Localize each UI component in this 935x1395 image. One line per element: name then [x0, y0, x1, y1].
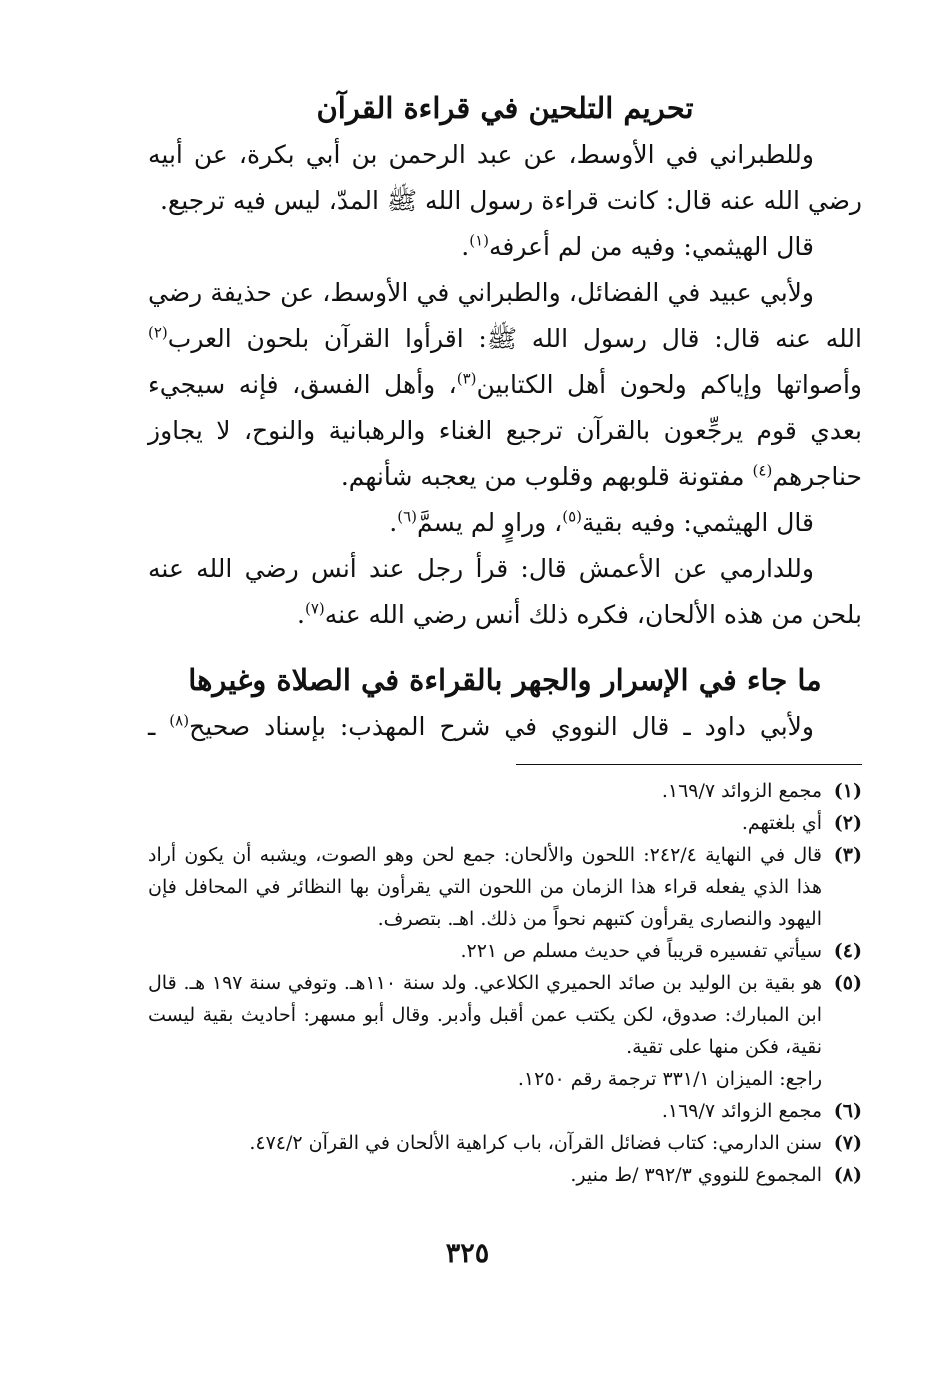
footnote-ref-1[interactable]: (١) [469, 231, 489, 250]
footnote-ref-2[interactable]: (٢) [148, 323, 168, 342]
footnote-1: (١) مجمع الزوائد ١٦٩/٧. [661, 780, 862, 802]
paragraph-darimi: وللدارمي عن الأعمش قال: قرأ رجل عند أنس رضي الله عنه بلحن من هذه الألحان، فكره ذلك أنس رضي الله عنه$^{(٧)}$. [148, 554, 862, 629]
paragraph-abu-dawud: ولأبي داود ـ قال النووي في شرح المهذب: بإسناد صحيح$^{(٨)}$ ـ [148, 711, 814, 741]
paragraph-abu-ubaid: ولأبي عبيد في الفضائل، والطبراني في الأوسط، عن حذيفة رضي الله عنه قال: قال رسول الله ﷺ: اقرأوا القرآن بلحون العرب$^{(٢)}$ وأصواتها وإياكم ولحون أهل الكتابين$^{(٣)}$، وأهل الفسق، فإنه سيجيء بعدي قوم يرجِّعون بالقرآن ترجيع الغناء والرهبانية والنوح، لا يجاوز حناجرهم$^{(٤)}$ مفتونة قلوبهم وقلوب من يعجبه شأنهم. [148, 278, 862, 491]
section-title-israr: ما جاء في الإسرار والجهر بالقراءة في الصلاة وغيرها [188, 663, 822, 697]
footnote-ref-3[interactable]: (٣) [456, 369, 477, 388]
paragraph-haythami-1: قال الهيثمي: وفيه من لم أعرفه$^{(١)}$. [461, 231, 814, 261]
footnote-6: (٦) مجمع الزوائد ١٦٩/٧. [661, 1100, 862, 1122]
footnote-3: (٣) قال في النهاية ٢٤٢/٤: اللحون والألحان: جمع لحن وهو الصوت، ويشبه أن يكون أراد هذا الذي يفعله قراء هذا الزمان من اللحون التي يقرأون بها النظائر في المحافل فإن اليهود والنصارى يقرأون كتبهم نحواً من ذلك. اهـ. بتصرف. [148, 844, 862, 930]
footnote-ref-6[interactable]: (٦) [397, 507, 417, 526]
footnote-divider [516, 764, 862, 765]
footnote-4: (٤) سيأتي تفسيره قريباً في حديث مسلم ص ٢٢١. [460, 940, 862, 962]
section-title-tahreem: تحريم التلحين في قراءة القرآن [316, 91, 694, 125]
footnote-ref-4[interactable]: (٤) [752, 461, 773, 480]
footnotes [148, 775, 862, 1191]
footnote-ref-7[interactable]: (٧) [304, 599, 325, 618]
footnote-5: (٥) هو بقية بن الوليد بن صائد الحميري الكلاعي. ولد سنة ١١٠هـ. وتوفي سنة ١٩٧ هـ. قال ابن المبارك: صدوق، لكن يكتب عمن أقبل وأدبر. وقال أبو مسهر: أحاديث بقية ليست نقية، فكن منها على تقية. [148, 972, 862, 1058]
footnote-2: (٢) أي بلغتهم. [741, 812, 862, 834]
footnote-8: (٨) المجموع للنووي ٣٩٢/٣ /ط منير. [570, 1164, 862, 1186]
page-content [148, 84, 862, 1191]
paragraph-haythami-2: قال الهيثمي: وفيه بقية$^{(٥)}$، وراوٍ لم يسمَّ$^{(٦)}$. [389, 507, 814, 537]
paragraph-tabarani: وللطبراني في الأوسط، عن عبد الرحمن بن أبي بكرة، عن أبيه رضي الله عنه قال: كانت قراءة رسول الله ﷺ المدّ، ليس فيه ترجيع. [148, 140, 862, 215]
page-number: ٣٢٥ [445, 1238, 490, 1269]
footnote-7: (٧) سنن الدارمي: كتاب فضائل القرآن، باب كراهية الألحان في القرآن ٤٧٤/٢. [249, 1132, 862, 1154]
footnote-5-reference: راجع: الميزان ٣٣١/١ ترجمة رقم ١٢٥٠. [517, 1068, 822, 1090]
footnote-ref-5[interactable]: (٥) [562, 507, 583, 526]
footnote-ref-8[interactable]: (٨) [169, 711, 190, 730]
